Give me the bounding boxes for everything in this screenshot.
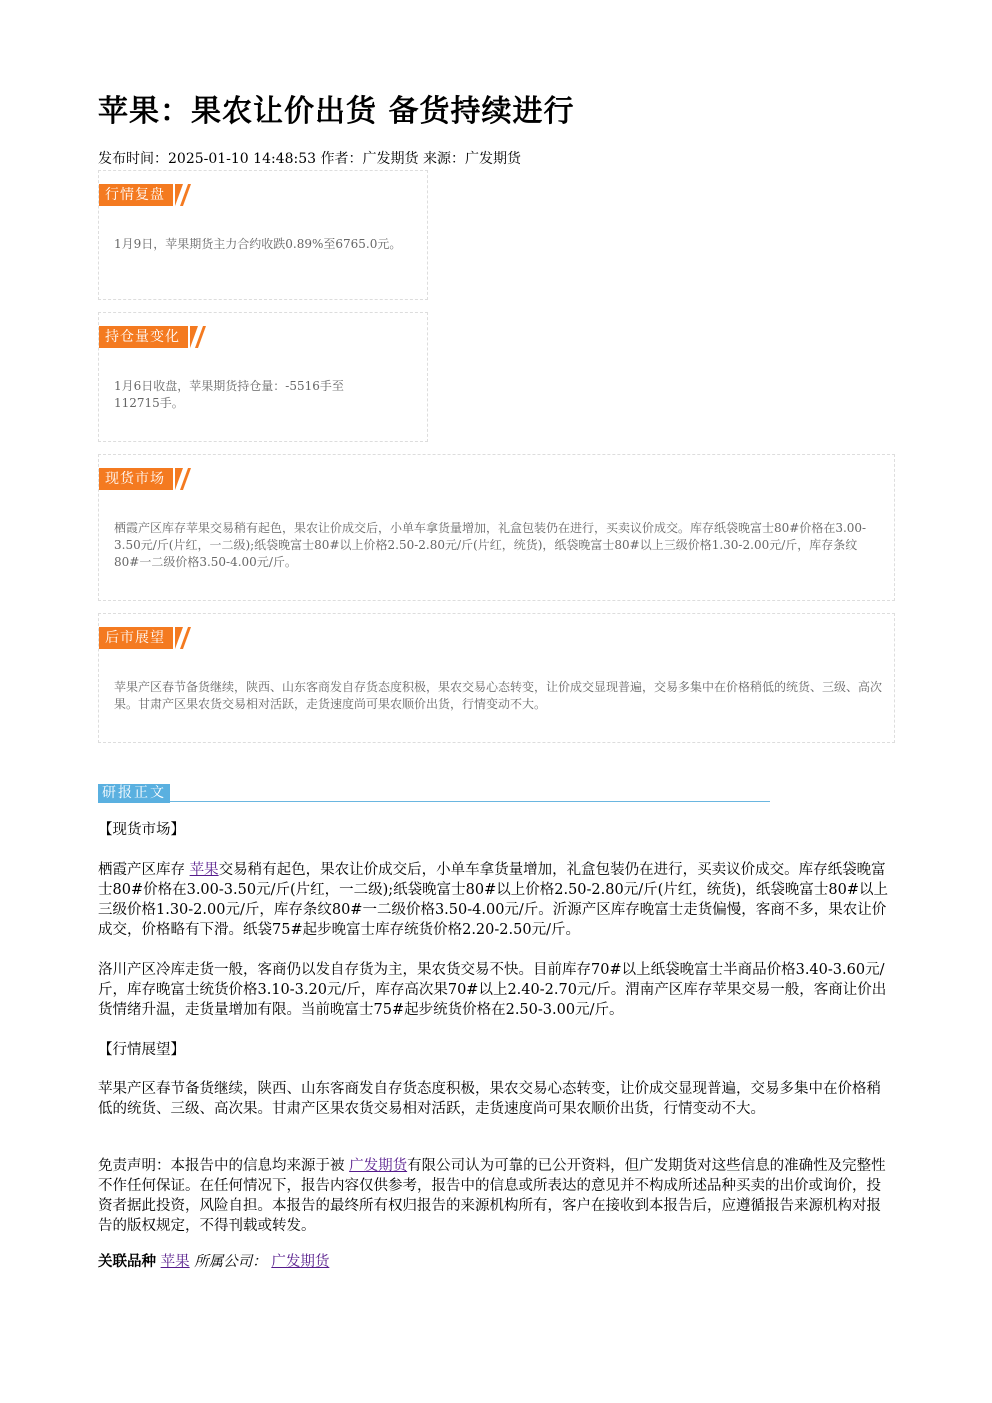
outlook-text: 苹果产区春节备货继续，陕西、山东客商发自存货态度积极，果农交易心态转变，让价成交显现普遍，交易多集中在价格稍低的统货、三级、高次果。甘肃产区果农货交易相对活跃，走货速度尚可果农顺价出货，行情变动不大。: [114, 680, 883, 711]
section-heading-spot: 【现货市场】: [98, 822, 185, 838]
paragraph-spot-1-pre: 栖霞产区库存: [98, 862, 185, 878]
spot-market-text: 栖霞产区库存苹果交易稍有起色，果农让价成交后，小单车拿货量增加，礼盒包装仍在进行，买卖议价成交。库存纸袋晚富士80#价格在3.00-3.50元/斤(片红，一二级);纸袋晚富士80#以上价格2.50-2.80元/斤(片红，统货)，纸袋晚富士80#以上三级价格1.30-2.00元/斤，库存条纹80#一二级价格3.50-4.00元/斤。: [114, 521, 867, 569]
company-label: 所属公司：: [194, 1254, 267, 1270]
disclaimer: [98, 1156, 894, 1236]
related-footer: [98, 1252, 894, 1272]
market-review-tag: 行情复盘: [99, 184, 173, 206]
paragraph-spot-1: [98, 860, 894, 940]
paragraph-outlook: 苹果产区春节备货继续，陕西、山东客商发自存货态度积极，果农交易心态转变，让价成交显现普遍，交易多集中在价格稍低的统货、三级、高次果。甘肃产区果农货交易相对活跃，走货速度尚可果农顺价出货，行情变动不大。: [98, 1081, 881, 1117]
outlook-tag: 后市展望: [99, 627, 173, 649]
market-review-text: 1月9日，苹果期货主力合约收跌0.89%至6765.0元。: [114, 237, 402, 251]
page-title: 苹果：果农让价出货 备货持续进行: [98, 94, 575, 129]
position-change-box: [98, 312, 428, 442]
company-link[interactable]: 广发期货: [271, 1254, 330, 1270]
market-review-box: [98, 170, 428, 300]
publish-meta: 发布时间：2025-01-10 14:48:53 作者：广发期货 来源：广发期货: [98, 151, 521, 167]
related-variety-label: 关联品种: [98, 1253, 156, 1270]
apple-link[interactable]: 苹果: [189, 862, 219, 878]
position-change-tag: 持仓量变化: [99, 326, 188, 348]
section-heading-outlook: 【行情展望】: [98, 1042, 185, 1058]
report-body-header: [98, 784, 770, 802]
disclaimer-post: 有限公司认为可靠的已公开资料，但广发期货对这些信息的准确性及完整性不作任何保证。在任何情况下，报告内容仅供参考，报告中的信息或所表达的意见并不构成所述品种买卖的出价或询价，投资者据此投资，风险自担。本报告的最终所有权归报告的来源机构所有，客户在接收到本报告后，应遵循报告来源机构对报告的版权规定，不得刊载或转发。: [98, 1158, 886, 1234]
gf-futures-link[interactable]: 广发期货: [349, 1158, 408, 1174]
report-body-tag: 研报正文: [98, 784, 170, 803]
paragraph-spot-2: 洛川产区冷库走货一般，客商仍以发自存货为主，果农货交易不快。目前库存70#以上纸袋晚富士半商品价格3.40-3.60元/斤，库存晚富士统货价格3.10-3.20元/斤，库存高次果70#以上2.40-2.70元/斤。渭南产区库存苹果交易一般，客商让价出货情绪升温，走货量增加有限。当前晚富士75#起步统货价格在2.50-3.00元/斤。: [98, 962, 887, 1018]
outlook-box: [98, 613, 895, 743]
paragraph-spot-1-post: 交易稍有起色，果农让价成交后，小单车拿货量增加，礼盒包装仍在进行，买卖议价成交。库存纸袋晚富士80#价格在3.00-3.50元/斤(片红，一二级);纸袋晚富士80#以上价格2.50-2.80元/斤(片红，统货)，纸袋晚富士80#以上三级价格1.30-2.00元/斤，库存条纹80#一二级价格3.50-4.00元/斤。沂源产区库存晚富士走货偏慢，客商不多，果农让价成交，价格略有下滑。纸袋75#起步晚富士库存统货价格2.20-2.50元/斤。: [98, 862, 889, 938]
spot-market-tag: 现货市场: [99, 468, 173, 490]
spot-market-box: [98, 454, 895, 601]
disclaimer-pre: 免责声明：本报告中的信息均来源于被: [98, 1158, 345, 1174]
related-variety-link[interactable]: 苹果: [160, 1254, 190, 1270]
position-change-text: 1月6日收盘，苹果期货持仓量：-5516手至112715手。: [114, 379, 344, 410]
